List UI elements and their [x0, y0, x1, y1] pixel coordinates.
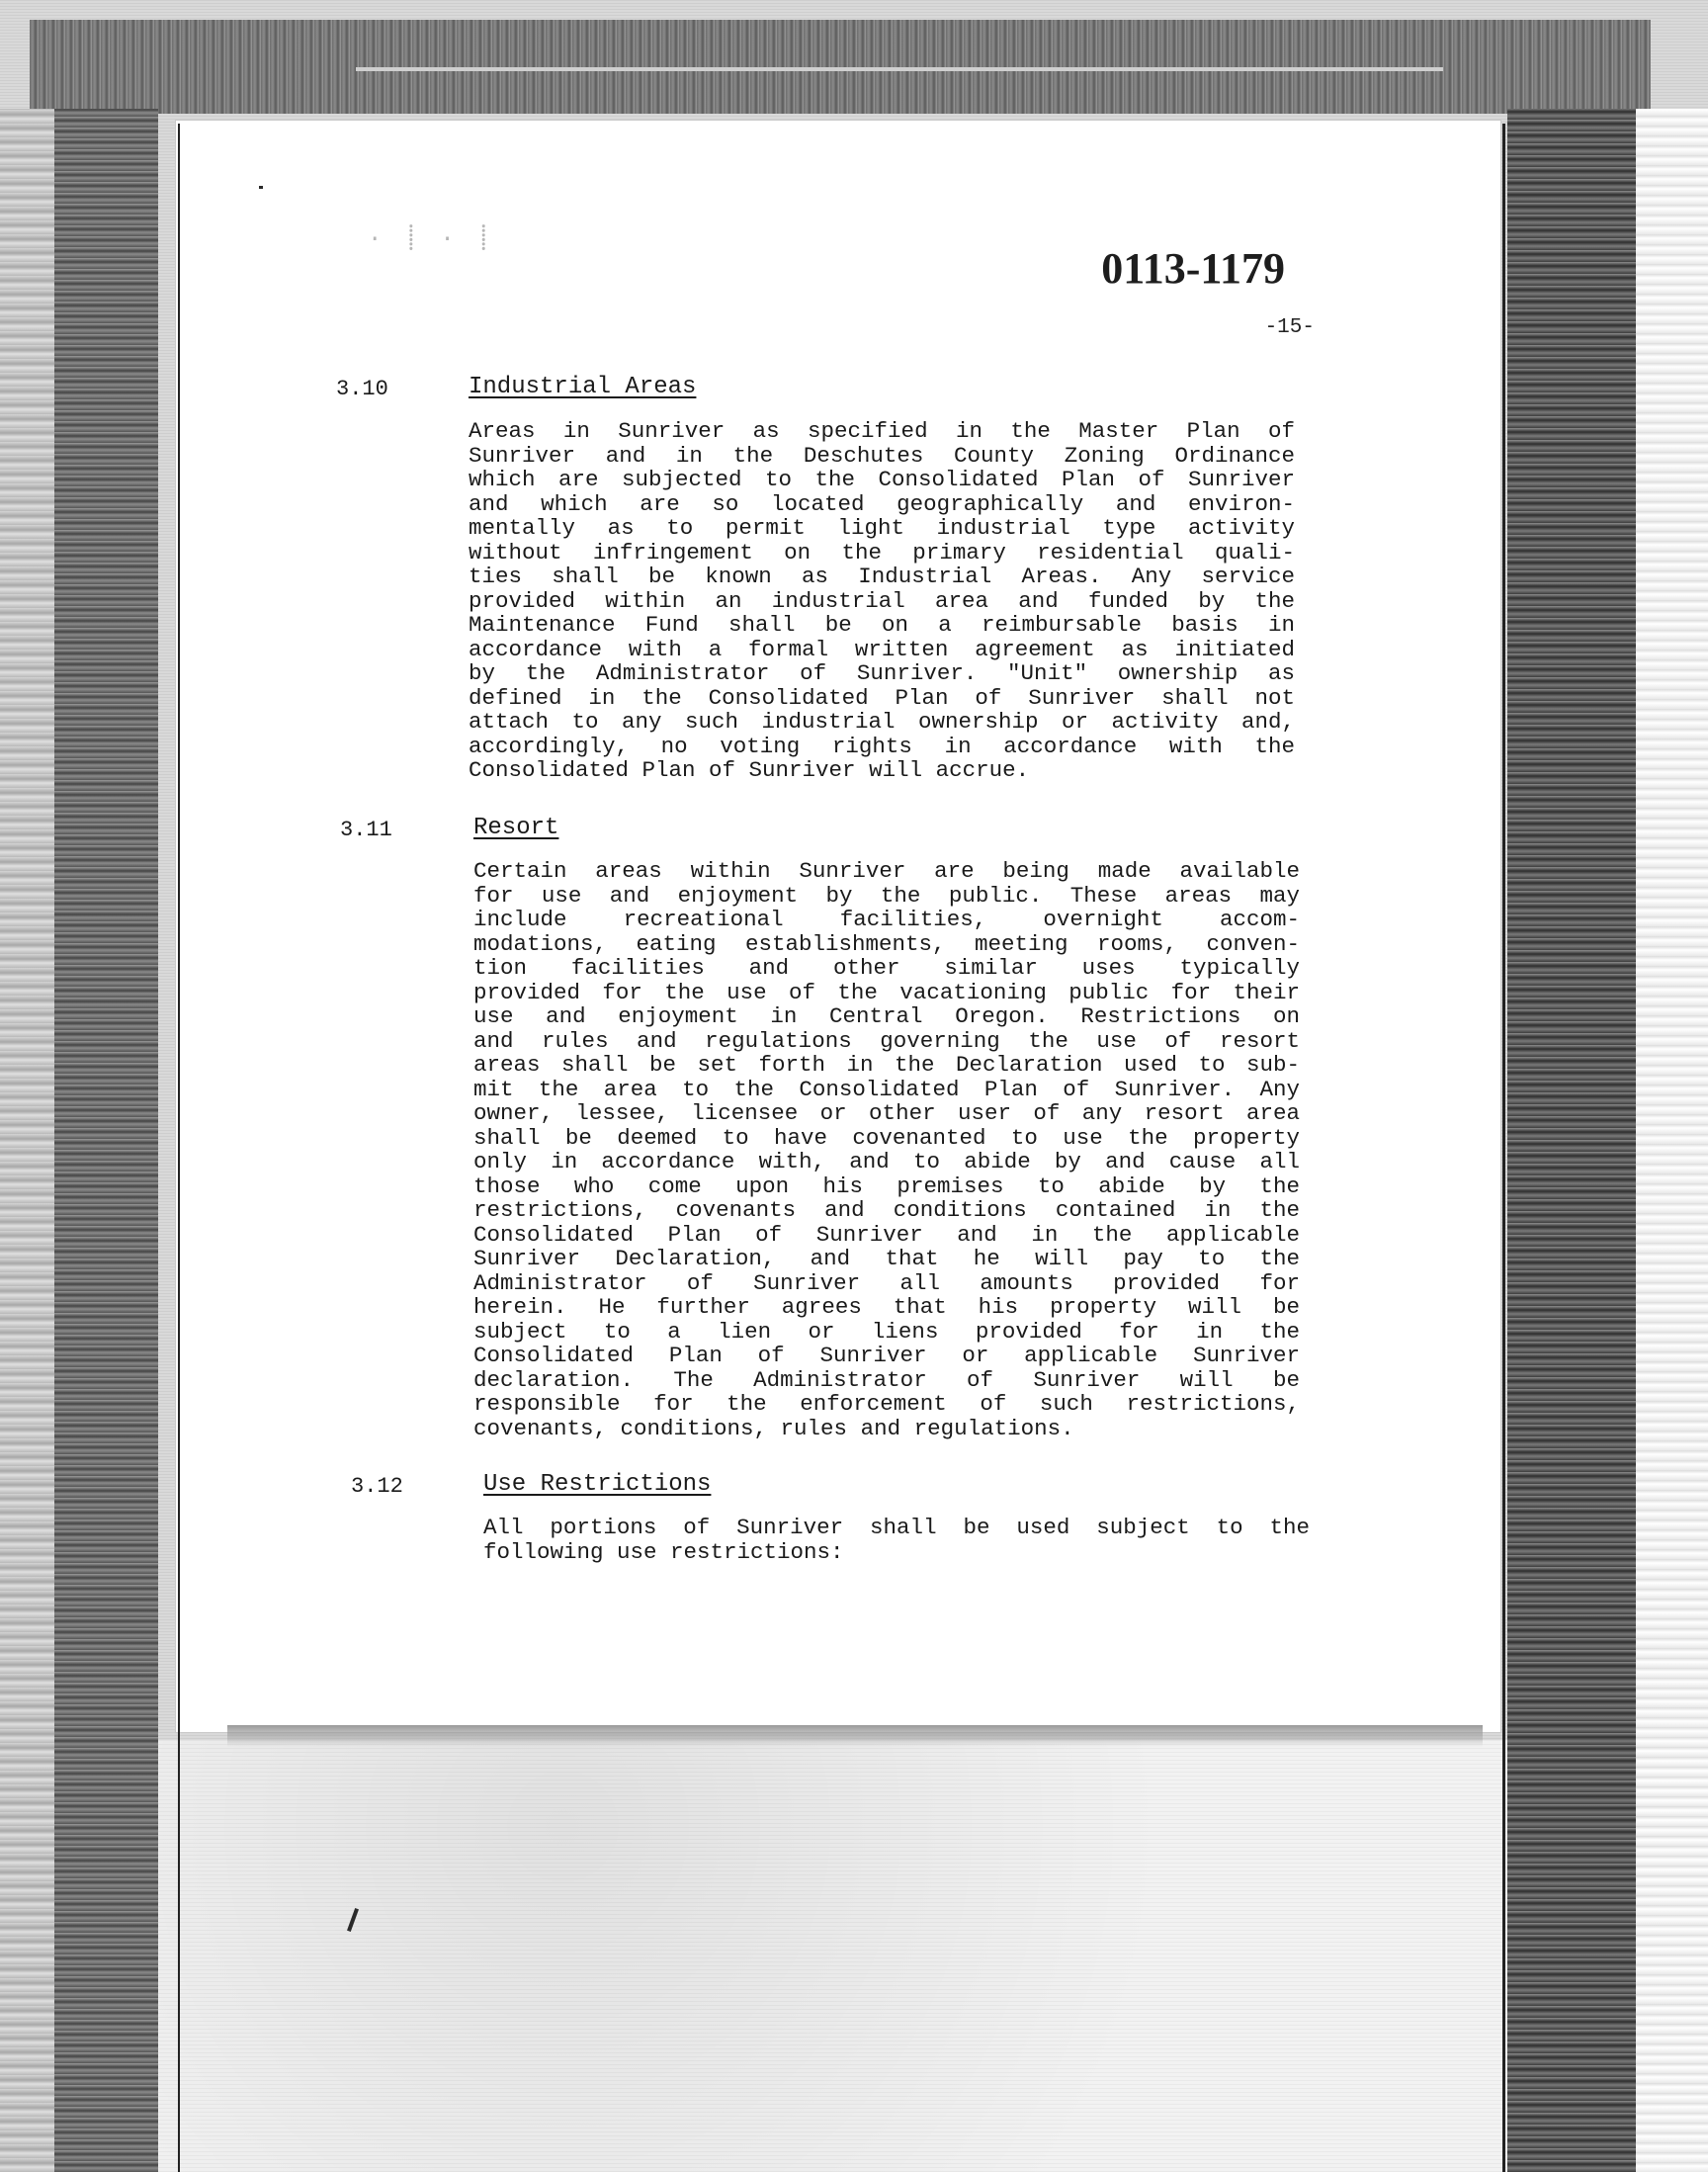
section-number: 3.11 [340, 818, 392, 842]
body-line: Consolidated Plan of Sunriver or applicable Sunriver [473, 1343, 1300, 1368]
body-line: mit the area to the Consolidated Plan of Sunriver. Any [473, 1076, 1300, 1102]
body-line: Certain areas within Sunriver are being made available [473, 858, 1300, 884]
body-line: All portions of Sunriver shall be used subject to the [483, 1515, 1310, 1540]
page-right-border [1502, 124, 1505, 2172]
body-line: declaration. The Administrator of Sunriver will be [473, 1366, 1300, 1393]
body-line: ties shall be known as Industrial Areas. Any service [469, 564, 1295, 589]
body-line: and rules and regulations governing the use of resort [473, 1027, 1300, 1054]
body-line: and which are so located geographically and environ- [469, 490, 1295, 517]
body-line: following use restrictions: [483, 1538, 844, 1565]
body-line: modations, eating establishments, meeting rooms, conven- [473, 930, 1300, 957]
body-line: owner, lessee, licensee or other user of any resort area [473, 1100, 1300, 1126]
body-line: Sunriver Declaration, and that he will pay to the [473, 1246, 1300, 1271]
body-line: defined in the Consolidated Plan of Sunriver shall not [469, 684, 1295, 711]
document-number: 0113-1179 [1101, 244, 1285, 293]
body-line: Consolidated Plan of Sunriver and in the applicable [473, 1221, 1300, 1248]
scan-right-margin [1636, 109, 1708, 2172]
scan-top-edge [30, 20, 1651, 114]
body-line: accordance with a formal written agreement as initiated [469, 636, 1295, 662]
page-left-border [178, 124, 180, 2172]
body-line: mentally as to permit light industrial type activity [469, 515, 1295, 541]
section-number: 3.10 [336, 377, 388, 401]
section-number: 3.12 [351, 1474, 403, 1499]
body-line: Areas in Sunriver as specified in the Master Plan of [469, 418, 1295, 444]
scan-speck [259, 186, 263, 189]
body-line: areas shall be set forth in the Declaration used to sub- [473, 1052, 1300, 1078]
body-line: responsible for the enforcement of such restrictions, [473, 1391, 1300, 1417]
scan-left-strip [0, 109, 54, 2172]
body-line: covenants, conditions, rules and regulations. [473, 1415, 1074, 1441]
body-line: for use and enjoyment by the public. These areas may [473, 882, 1300, 909]
section-title: Industrial Areas [469, 374, 697, 400]
body-line: accordingly, no voting rights in accordance with the [469, 733, 1295, 759]
body-line: subject to a lien or liens provided for in the [473, 1318, 1300, 1345]
page-bottom-shadow [227, 1725, 1483, 1747]
faint-scan-mark: · ⸽ · ⸽ [368, 226, 493, 253]
body-line: Administrator of Sunriver all amounts provided for [473, 1269, 1300, 1296]
scan-right-edge [1507, 109, 1636, 2172]
body-line: Sunriver and in the Deschutes County Zoning Ordinance [469, 442, 1295, 469]
body-line: provided within an industrial area and funded by the [469, 587, 1295, 614]
body-line: include recreational facilities, overnight accom- [473, 907, 1300, 932]
underlying-sheet [158, 1740, 1507, 2172]
body-line: only in accordance with, and to abide by and cause all [473, 1149, 1300, 1174]
section-title: Resort [473, 815, 559, 841]
body-line: those who come upon his premises to abide by the [473, 1173, 1300, 1199]
body-line: shall be deemed to have covenanted to use the property [473, 1124, 1300, 1151]
body-line: by the Administrator of Sunriver. "Unit" ownership as [469, 660, 1295, 686]
section-body [473, 859, 1300, 1440]
body-line: restrictions, covenants and conditions contained in the [473, 1197, 1300, 1223]
body-line: attach to any such industrial ownership or activity and, [469, 709, 1295, 735]
page-number: -15- [1264, 316, 1315, 339]
body-line: herein. He further agrees that his property will be [473, 1294, 1300, 1320]
body-line: Maintenance Fund shall be on a reimbursable basis in [469, 612, 1295, 638]
body-line: tion facilities and other similar uses typically [473, 955, 1300, 981]
body-line: without infringement on the primary residential quali- [469, 539, 1295, 565]
body-line: which are subjected to the Consolidated Plan of Sunriver [469, 467, 1295, 492]
section-title: Use Restrictions [483, 1471, 712, 1498]
body-line: Consolidated Plan of Sunriver will accrue. [469, 757, 1030, 783]
body-line: use and enjoyment in Central Oregon. Restrictions on [473, 1003, 1300, 1029]
section-body [483, 1516, 1310, 1564]
body-line: provided for the use of the vacationing public for their [473, 979, 1300, 1005]
section-body [469, 419, 1295, 783]
